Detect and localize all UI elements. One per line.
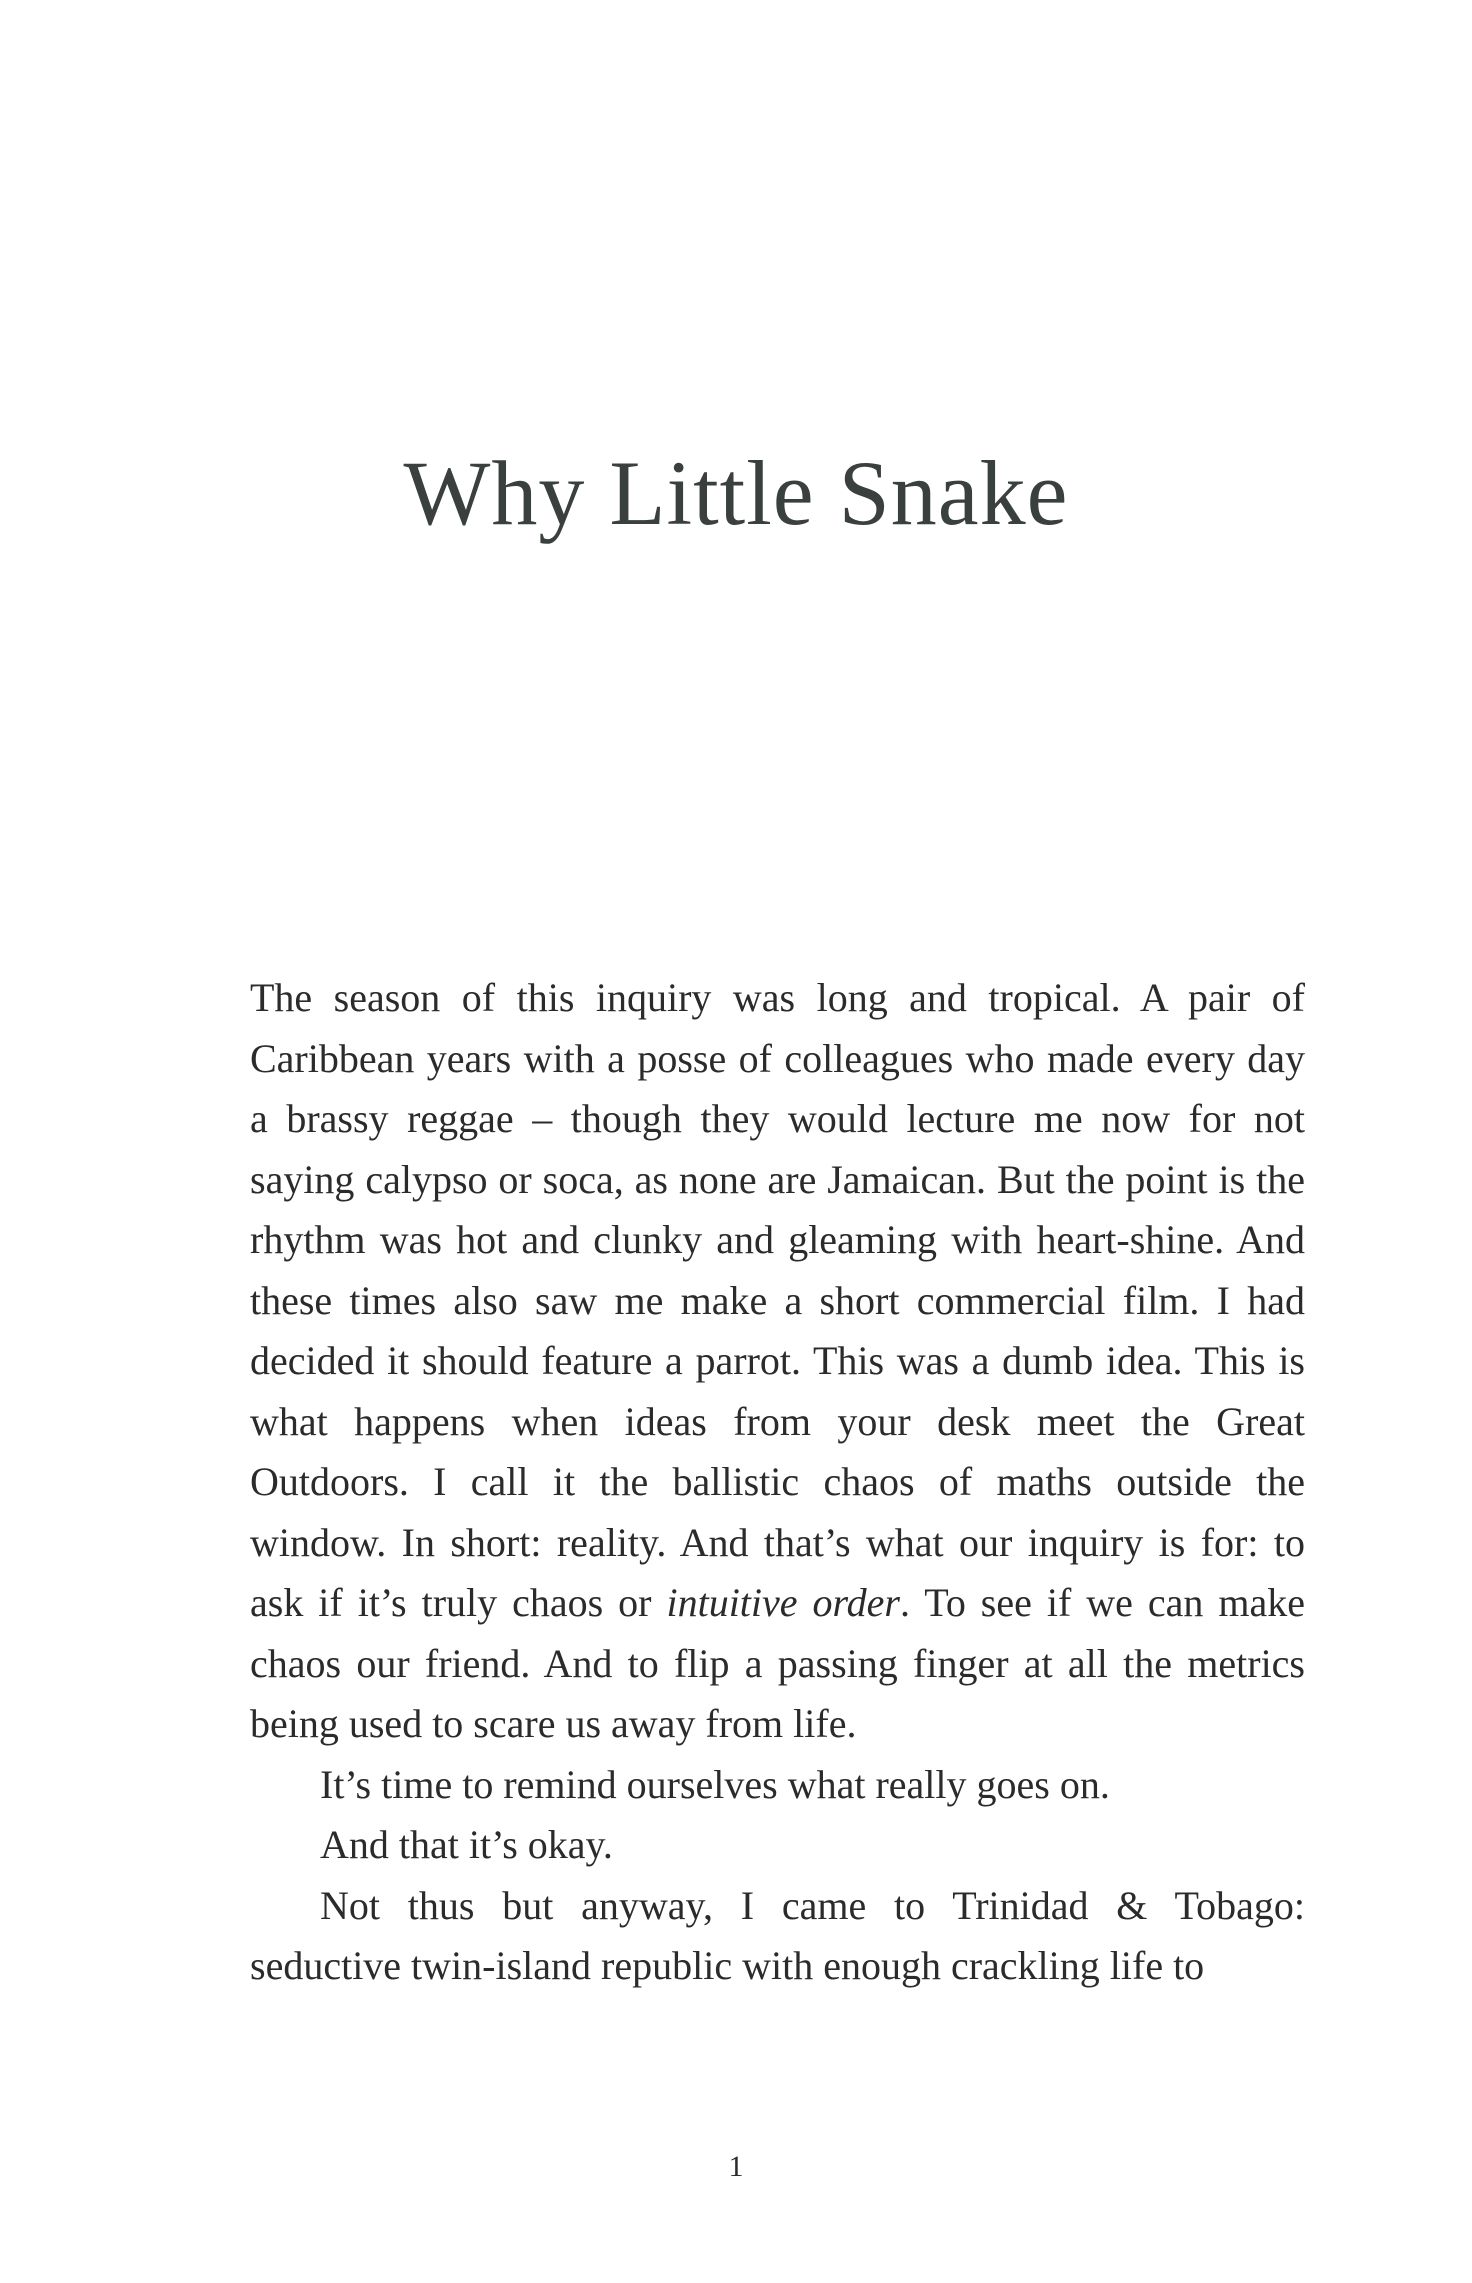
paragraph-2: It’s time to remind ourselves what really goes on. <box>320 1761 1110 1807</box>
chapter-title: Why Little Snake <box>403 442 1069 544</box>
paragraph-1-text-before: The season of this inquiry was long and tropical. A pair of Caribbean years with a posse of colleagues who made every day a brassy reggae – though they would lecture me now for not saying calypso or soca, as none are Jamaican. But the point is the rhythm was hot and clunky and gleaming with heart-shine. And these times also saw me make a short commercial film. I had decided it should feature a parrot. This was a dumb idea. This is what happens when ideas from your desk meet the Great Outdoors. I call it the ballistic chaos of maths outside the window. In short: reality. And that’s what our inquiry is for: to ask if it’s truly chaos or <box>250 975 1305 1625</box>
paragraph-4: Not thus but anyway, I came to Trinidad & Tobago: seductive twin-island republic with enough crackling life to <box>250 1882 1305 1988</box>
paragraph-1-text-after: . To see if we can make chaos our friend. And to flip a passing finger at all the metrics being used to scare us away from life. <box>250 1580 1305 1746</box>
paragraph-3: And that it’s okay. <box>320 1822 613 1867</box>
paragraph-1-emphasis: intuitive order <box>666 1580 900 1625</box>
paragraph-1 <box>250 968 1305 1755</box>
chapter-body <box>250 968 1305 1997</box>
page-number: 1 <box>728 2150 744 2183</box>
